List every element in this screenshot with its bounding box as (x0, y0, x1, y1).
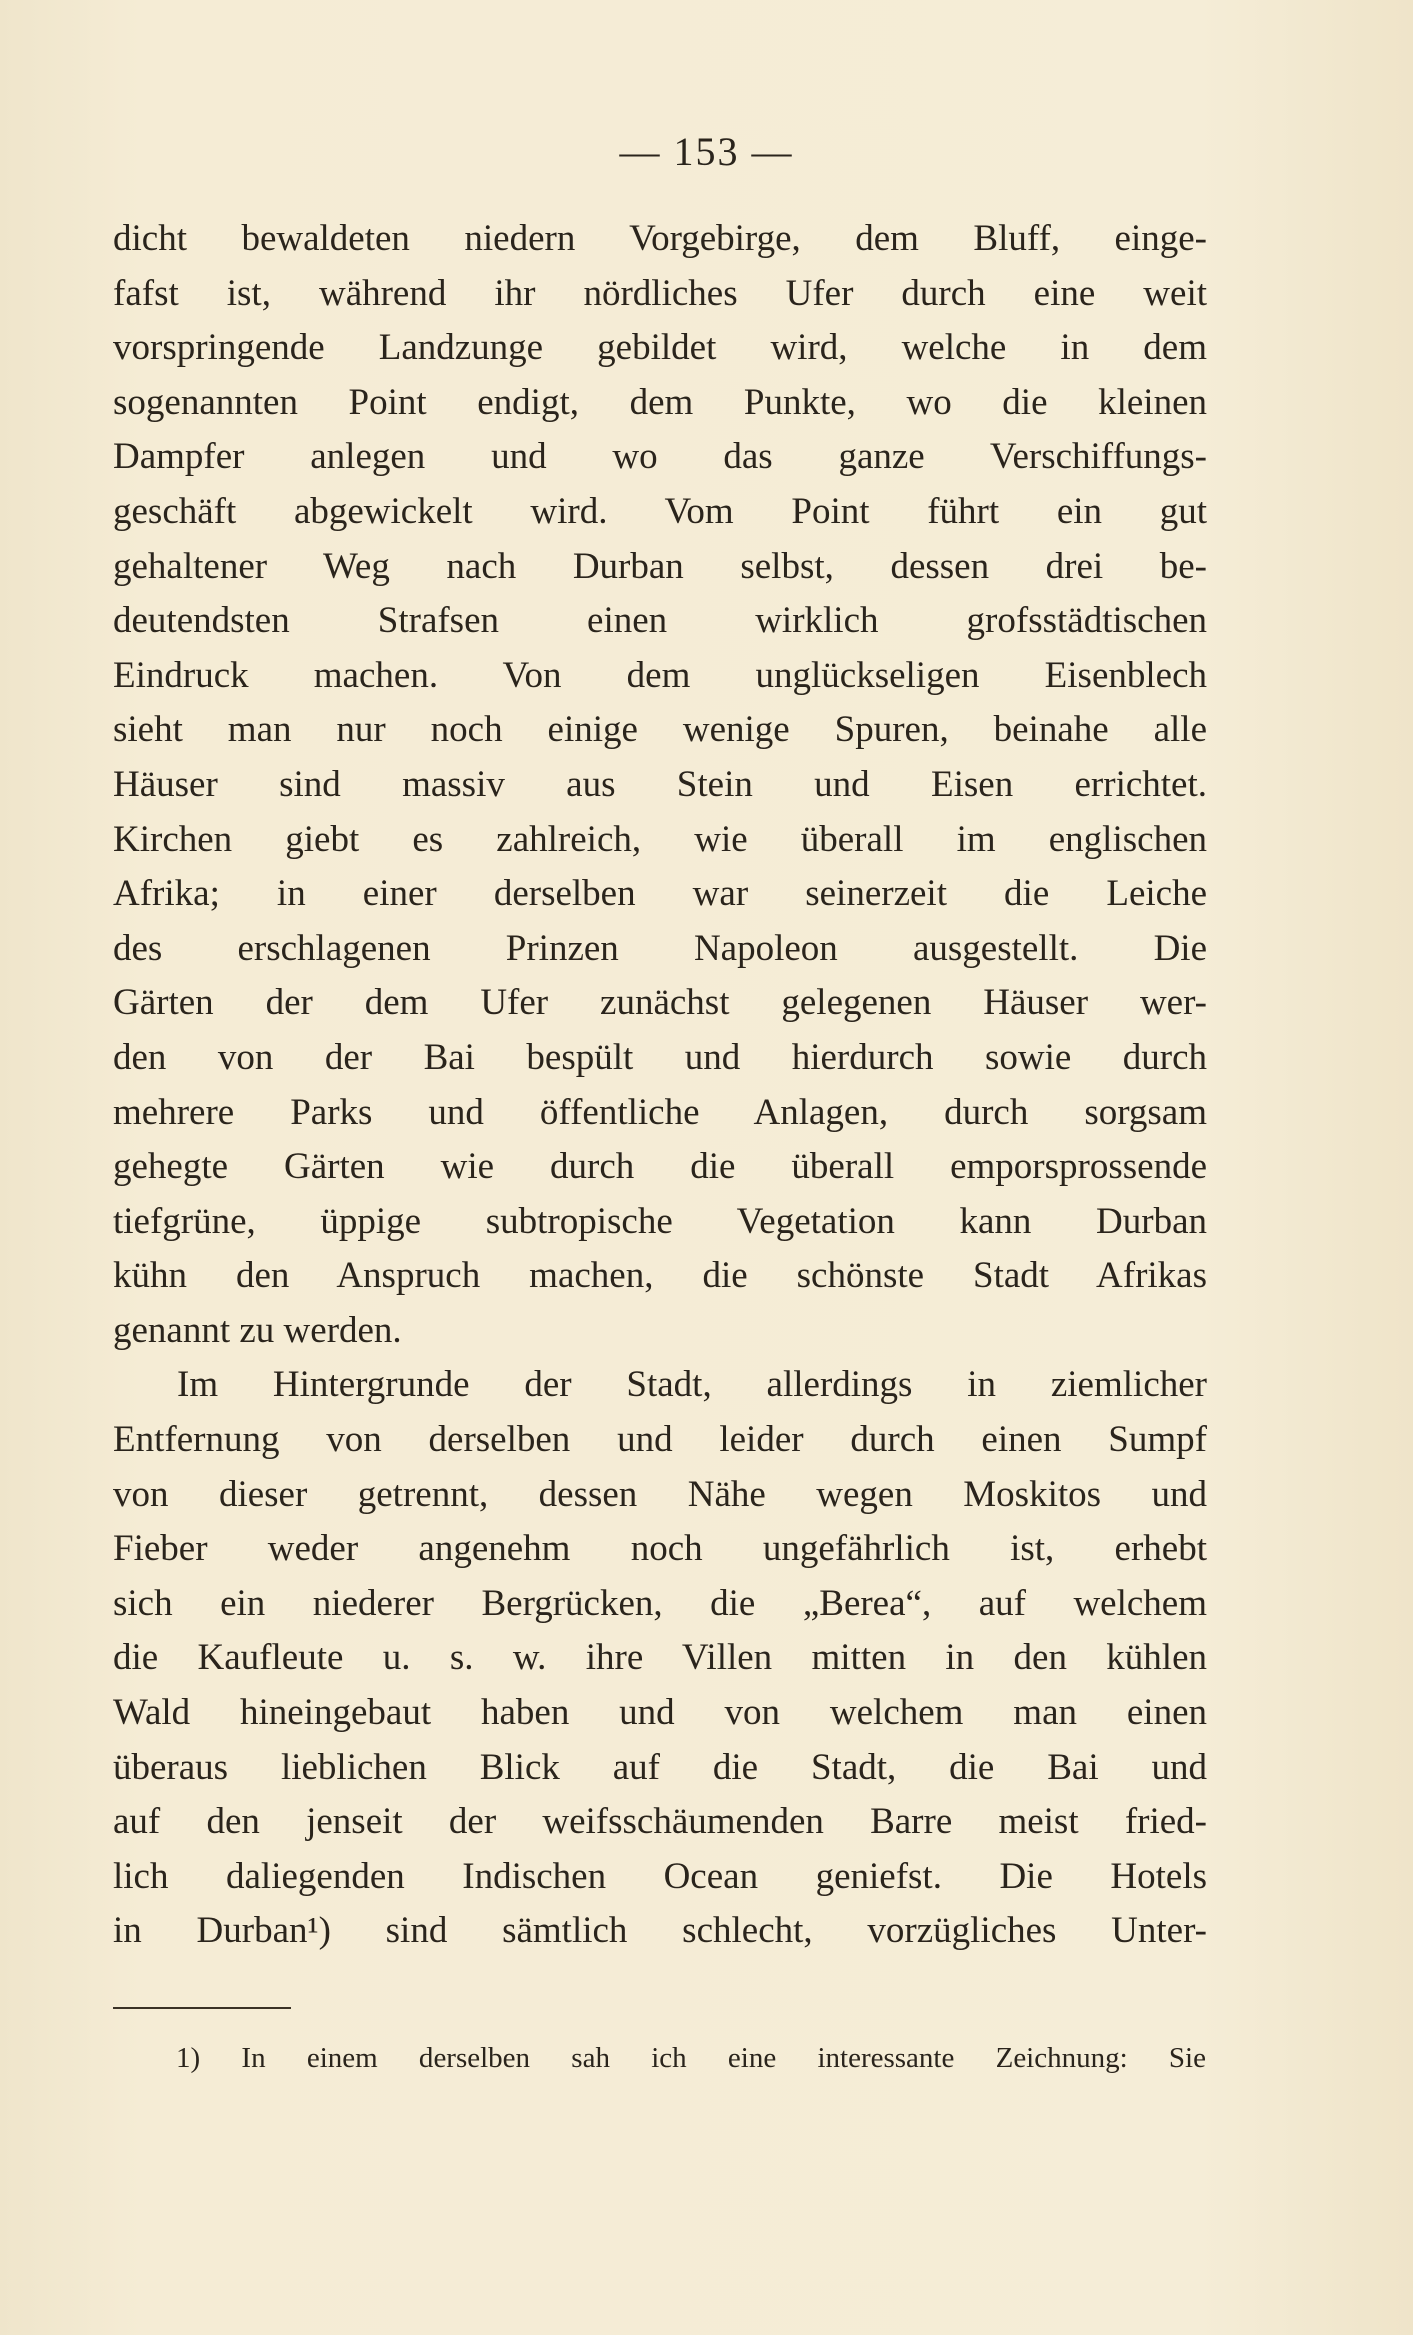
text-line: Afrika; in einer derselben war seinerzeit die Leiche (113, 873, 1207, 915)
text-line: Gärten der dem Ufer zunächst gelegenen Häuser wer- (113, 982, 1207, 1024)
paragraph (113, 212, 1207, 1358)
text-line: Fieber weder angenehm noch ungefährlich ist, erhebt (113, 1528, 1207, 1570)
text-line: Eindruck machen. Von dem unglückseligen Eisenblech (113, 654, 1207, 696)
text-line: überaus lieblichen Blick auf die Stadt, die Bai und (113, 1746, 1207, 1788)
text-line: Kirchen giebt es zahlreich, wie überall im englischen (113, 818, 1207, 860)
text-line: Häuser sind massiv aus Stein und Eisen errichtet. (113, 763, 1207, 805)
text-line: die Kaufleute u. s. w. ihre Villen mitten in den kühlen (113, 1637, 1207, 1679)
text-line: Dampfer anlegen und wo das ganze Verschiffungs- (113, 436, 1207, 478)
text-line: auf den jenseit der weifsschäumenden Barre meist fried- (113, 1801, 1207, 1843)
text-line: von dieser getrennt, dessen Nähe wegen Moskitos und (113, 1473, 1207, 1515)
text-line: in Durban¹) sind sämtlich schlecht, vorzügliches Unter- (113, 1910, 1207, 1952)
text-line: dicht bewaldeten niedern Vorgebirge, dem Bluff, einge- (113, 218, 1207, 259)
text-line: sich ein niederer Bergrücken, die „Berea“, auf welchem (113, 1582, 1207, 1624)
footnote: 1) In einem derselben sah ich eine interessante Zeichnung: Sie (176, 2042, 1206, 2074)
text-line: sogenannten Point endigt, dem Punkte, wo die kleinen (113, 381, 1207, 423)
text-line: vorspringende Landzunge gebildet wird, welche in dem (113, 327, 1207, 369)
text-line: Im Hintergrunde der Stadt, allerdings in ziemlicher (177, 1364, 1207, 1406)
text-line: Wald hineingebaut haben und von welchem man einen (113, 1692, 1207, 1734)
text-line: gehaltener Weg nach Durban selbst, dessen drei be- (113, 545, 1207, 587)
body-text (113, 212, 1207, 1959)
text-line: Entfernung von derselben und leider durch einen Sumpf (113, 1419, 1207, 1461)
text-line: kühn den Anspruch machen, die schönste Stadt Afrikas (113, 1255, 1207, 1297)
text-line: des erschlagenen Prinzen Napoleon ausgestellt. Die (113, 927, 1207, 969)
text-line: mehrere Parks und öffentliche Anlagen, durch sorgsam (113, 1091, 1207, 1133)
paragraph (113, 1358, 1207, 1959)
text-line: deutendsten Strafsen einen wirklich grofsstädtischen (113, 600, 1207, 642)
text-line: genannt zu werden. (113, 1309, 402, 1351)
text-line: sieht man nur noch einige wenige Spuren, beinahe alle (113, 709, 1207, 751)
text-line: fafst ist, während ihr nördliches Ufer durch eine weit (113, 272, 1207, 314)
text-line: lich daliegenden Indischen Ocean geniefst. Die Hotels (113, 1855, 1207, 1897)
text-line: gehegte Gärten wie durch die überall emporsprossende (113, 1146, 1207, 1188)
footnote-divider (113, 2007, 291, 2009)
text-line: geschäft abgewickelt wird. Vom Point führt ein gut (113, 490, 1207, 532)
text-line: tiefgrüne, üppige subtropische Vegetation kann Durban (113, 1200, 1207, 1242)
page-number: — 153 — (619, 129, 794, 174)
text-line: den von der Bai bespült und hierdurch sowie durch (113, 1036, 1207, 1078)
